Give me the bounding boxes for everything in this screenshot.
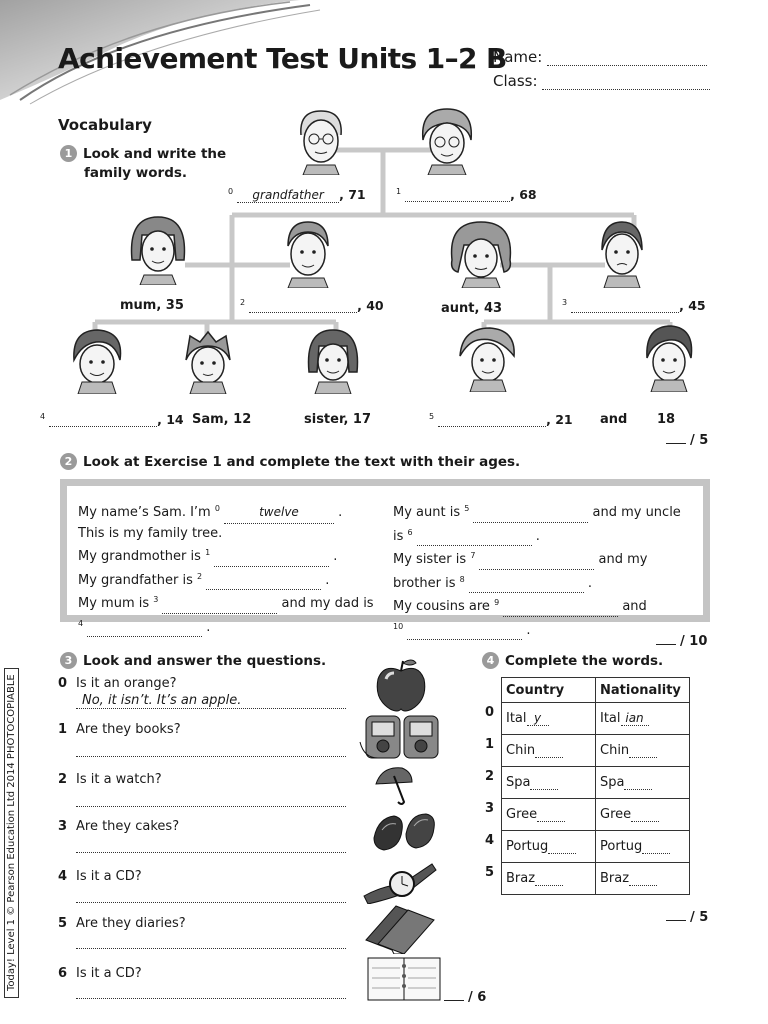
answer-2-line[interactable] [249, 312, 357, 313]
nationality-blank[interactable] [629, 885, 657, 886]
country-blank[interactable] [530, 789, 558, 790]
country-blank[interactable] [535, 757, 563, 758]
country-blank[interactable] [535, 885, 563, 886]
label-mum: mum, 35 [120, 298, 184, 313]
mum-face-icon [128, 215, 188, 285]
table-row: 1 Chin Chin [481, 735, 690, 767]
answer-4[interactable]: $^4$ , 14 [40, 412, 184, 427]
nationality-blank[interactable] [642, 853, 670, 854]
answer-line-3[interactable] [76, 852, 346, 853]
answer-3[interactable]: $^3$ , 45 [562, 298, 706, 313]
question-2: 2 Is it a watch? [58, 772, 162, 787]
cousin-boy-face-icon [643, 324, 695, 392]
example-answer-0: No, it isn’t. It’s an apple. [82, 693, 242, 708]
answer-2[interactable]: $^2$ , 40 [240, 298, 384, 313]
country-nationality-table [481, 677, 690, 895]
exercise-number-badge: 3 [60, 652, 77, 669]
grandmother-face-icon [418, 105, 476, 175]
section-heading-vocabulary: Vocabulary [58, 116, 152, 134]
exercise-number-badge: 4 [482, 652, 499, 669]
cd-players-icon [358, 712, 448, 762]
cousin-girl-face-icon [458, 326, 518, 392]
answer-5-line[interactable] [438, 426, 546, 427]
question-4: 4 Is it a CD? [58, 869, 142, 884]
exercise-number-badge: 2 [60, 453, 77, 470]
label-sister: sister, 17 [304, 412, 372, 427]
answer-line-2[interactable] [76, 806, 346, 807]
answer-line-1[interactable] [76, 756, 346, 757]
answer-line-6[interactable] [76, 998, 346, 999]
apple-icon [374, 657, 428, 713]
example-nationality-ending: ian [621, 711, 649, 726]
exercise-3-score[interactable]: / 6 [444, 990, 486, 1005]
name-label: Name: [493, 48, 543, 66]
table-row: 4 Portug Portug [481, 831, 690, 863]
table-row: 3 Gree Gree [481, 799, 690, 831]
diary-icon [366, 956, 442, 1002]
exercise-3-instruction: 3 Look and answer the questions. [60, 652, 326, 671]
exercise-2-text-box [60, 479, 710, 638]
label-and: and [600, 412, 628, 427]
question-6: 6 Is it a CD? [58, 966, 142, 981]
label-18: 18 [657, 412, 676, 427]
exercise-1-score[interactable]: / 5 [666, 433, 708, 448]
table-row: 2 Spa Spa [481, 767, 690, 799]
answer-0: $^0$ grandfather , 71 [228, 187, 366, 202]
country-blank[interactable] [548, 853, 576, 854]
dad-face-icon [278, 218, 338, 288]
table-row: 5 Braz Braz [481, 863, 690, 895]
table-row: 0 Ital y Ital ian [481, 703, 690, 735]
exercise-4-score[interactable]: / 5 [666, 910, 708, 925]
exercise-number-badge: 1 [60, 145, 77, 162]
exercise-1-instruction: 1 Look and write the family words. [60, 145, 226, 183]
sam-face-icon [180, 330, 236, 394]
books-icon [362, 902, 436, 954]
brother-face-icon [68, 328, 126, 394]
answer-1-line[interactable] [405, 201, 510, 202]
text-column-right: My aunt is $^5$ and my uncle is $^6$ . My sister is $^7$ and my brother is $^8$ . My cousins are $^9$ and $^{10}$ . [393, 499, 681, 640]
answer-0-value: grandfather [237, 188, 339, 203]
example-answer: twelve [224, 503, 334, 524]
exercise-2-score[interactable]: / 10 [656, 634, 707, 649]
answer-line-4[interactable] [76, 902, 346, 903]
text-column-left: My name’s Sam. I’m $^0$ twelve . This is my family tree. My grandmother is $^1$ . My grandfather is $^2$ . My mum is $^3$ and my dad is $^4$ . [78, 499, 374, 637]
question-0: 0 Is it an orange? [58, 676, 177, 691]
grandfather-face-icon [295, 105, 347, 175]
column-header-country: Country [502, 678, 596, 703]
aunt-face-icon [448, 220, 514, 288]
label-sam: Sam, 12 [192, 412, 252, 427]
example-country-ending: y [527, 711, 549, 726]
shoes-icon [370, 808, 440, 854]
label-aunt: aunt, 43 [441, 301, 503, 316]
answer-1[interactable]: $^1$ , 68 [396, 187, 537, 202]
copyright-notice: Today! Level 1 © Pearson Education Ltd 2014 PHOTOCOPIABLE [4, 668, 19, 998]
wristwatch-icon [362, 856, 438, 904]
blank-10[interactable] [407, 639, 522, 640]
class-label: Class: [493, 72, 538, 90]
blank-4[interactable] [87, 636, 202, 637]
nationality-blank[interactable] [631, 821, 659, 822]
answer-4-line[interactable] [49, 426, 157, 427]
nationality-blank[interactable] [629, 757, 657, 758]
answer-5[interactable]: $^5$ , 21 [429, 412, 573, 427]
uncle-face-icon [596, 220, 648, 288]
exercise-4-instruction: 4 Complete the words. [482, 652, 663, 671]
sister-face-icon [305, 328, 361, 394]
country-blank[interactable] [537, 821, 565, 822]
question-1: 1 Are they books? [58, 722, 181, 737]
column-header-nationality: Nationality [596, 678, 690, 703]
question-3: 3 Are they cakes? [58, 819, 180, 834]
nationality-blank[interactable] [624, 789, 652, 790]
umbrella-icon [372, 764, 416, 806]
answer-line-0 [76, 708, 346, 709]
question-5: 5 Are they diaries? [58, 916, 186, 931]
exercise-2-instruction: 2 Look at Exercise 1 and complete the text with their ages. [60, 453, 520, 472]
answer-line-5[interactable] [76, 948, 346, 949]
answer-3-line[interactable] [571, 312, 679, 313]
page-title: Achievement Test Units 1–2 B [58, 42, 507, 75]
